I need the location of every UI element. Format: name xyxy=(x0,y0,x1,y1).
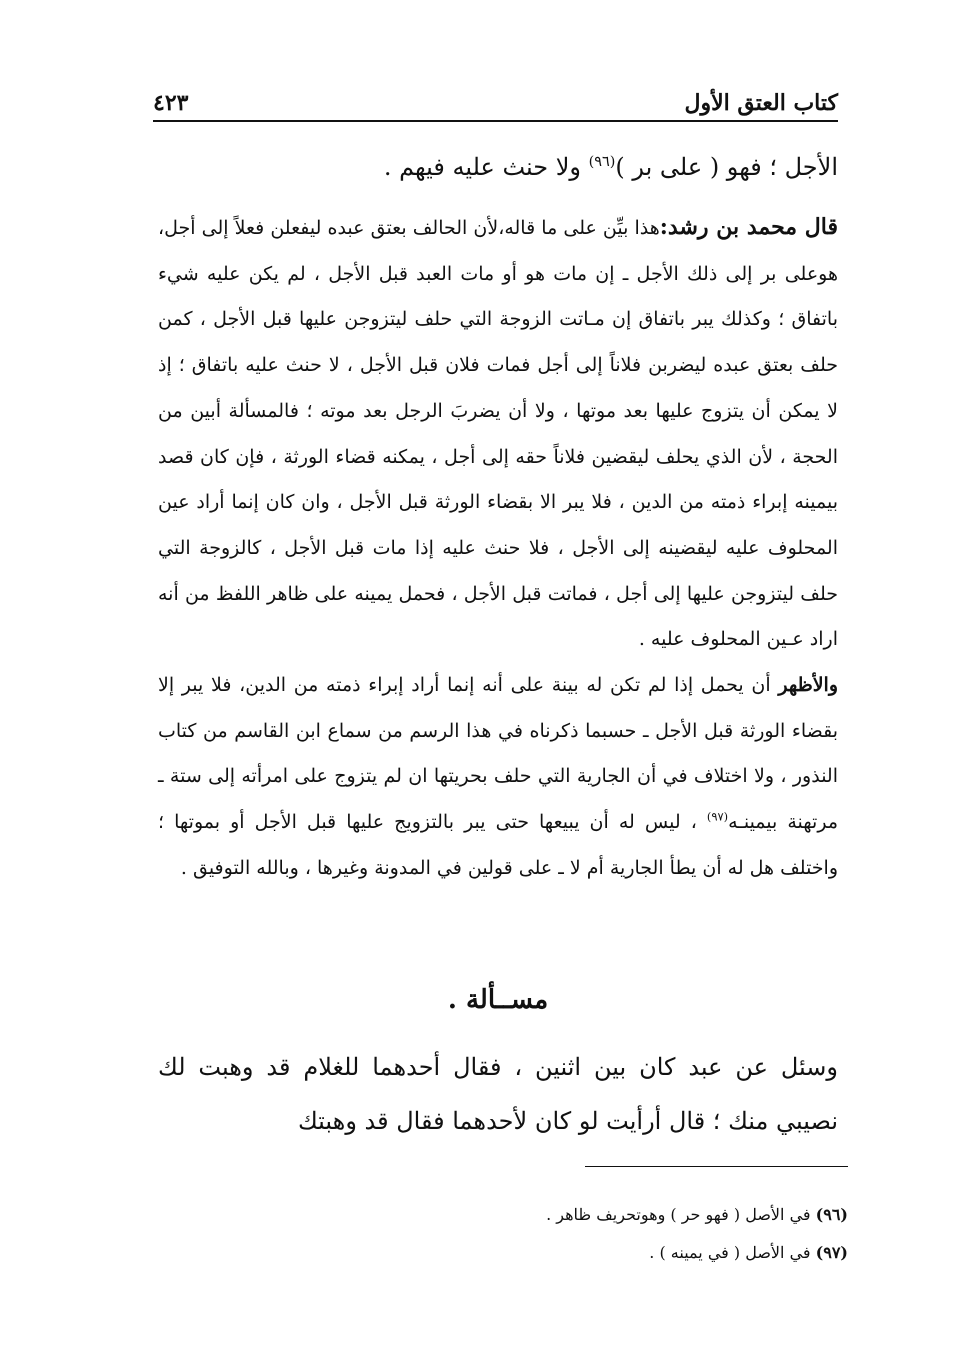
header-rule xyxy=(153,120,838,122)
footnote-item xyxy=(158,1234,848,1272)
commentary-text-c: ، ليس له أن يبيعها حتى يبر بالتزويج عليها قبل الأجل أو بموتها ؛ واختلف هل له أن يطأ الجارية أم لا ـ على قولين في المدونة وغيرها ، وبالله التوفيق . xyxy=(158,811,838,879)
footnote-rule xyxy=(585,1166,848,1167)
footnote-text: في الأصل ( في يمينه ) . xyxy=(649,1243,816,1262)
question-paragraph: وسئل عن عبد كان بين اثنين ، فقال أحدهما للغلام قد وهبت لك نصيبي منك ؛ قال أرأيت لو كان لأحدهما فقال قد وهبتك xyxy=(158,1053,838,1135)
footnote-ref-96: (٩٦) xyxy=(588,154,616,170)
continuation-text-a: الأجل ؛ فهو ( على بر ) xyxy=(615,153,838,181)
footnote-item xyxy=(158,1196,848,1234)
continuation-text-b: ولا حنث عليه فيهم . xyxy=(383,153,589,181)
commentary-lead-2: والأظهر xyxy=(778,674,838,697)
commentary-text-b: أن يحمل إذا لم تكن له بينة على أنه إنما أراد إبراء ذمته من الدين، فلا يبر إلا بقضاء الورثة قبل الأجل ـ حسبما ذكرناه في هذا الرسم من سماع ابن القاسم من كتاب النذور ، ولا اختلاف في أن الجارية التي حلف بحريتها ان لم يتزوج على امرأته إلى ستة ـ مرتهنة بيمينـه xyxy=(158,674,838,834)
footnote-text: في الأصل ( فهو حر ) وهوتحريف ظاهر . xyxy=(546,1205,816,1224)
commentary-text-a: هذا بيِّن على ما قاله،لأن الحالف بعتق عبده ليفعلن فعلاً إلى أجل، هوعلى بر إلى ذلك الأجل ـ إن مات هو أو مات العبد قبل الأجل ، لم يكن عليه شيء باتفاق ؛ وكذلك يبر باتفاق إن مـاتت الزوجة التي حلف ليتزوجن عليها قبل الأجل ، كمن حلف بعتق عبده ليضربن فلاناً إلى أجل فمات فلان قبل الأجل ، لا حنث عليه باتفاق ؛ إذ لا يمكن أن يتزوج عليها بعد موتها ، ولا أن يضربَ الرجل بعد موته ؛ فالمسألة أبين من الحجة ، لأن الذي يحلف ليقضين فلاناً حقه إلى أجل ، يمكنه قضاء الورثة ، فإن كان قصد بيمينه إبراء ذمته من الدين ، فلا يبر الا بقضاء الورثة قبل الأجل ، وان كان إنما أراد عين المحلوف عليه ليقضينه إلى الأجل ، فلا حنث عليه إذا مات قبل الأجل ، كالزوجة التي حلف ليتزوجن عليها إلى أجل ، فماتت قبل الأجل ، فحمل يمينه على ظاهر اللفظ من أنه اراد عـين المحلوف عليه . xyxy=(158,217,838,651)
footnote-ref-97: (٩٧) xyxy=(706,809,729,824)
footnotes xyxy=(158,1196,848,1272)
footnote-number: (٩٧) xyxy=(815,1243,848,1262)
page-number: ٤٢٣ xyxy=(153,90,189,116)
footnote-number: (٩٦) xyxy=(815,1205,848,1224)
continuation-line xyxy=(158,145,838,189)
commentary-lead: قال محمد بن رشد: xyxy=(659,214,838,240)
commentary-paragraph xyxy=(158,205,838,892)
page-header xyxy=(153,76,838,116)
section-title: مســألة . xyxy=(447,985,549,1015)
running-title: كتاب العتق الأول xyxy=(684,90,838,116)
